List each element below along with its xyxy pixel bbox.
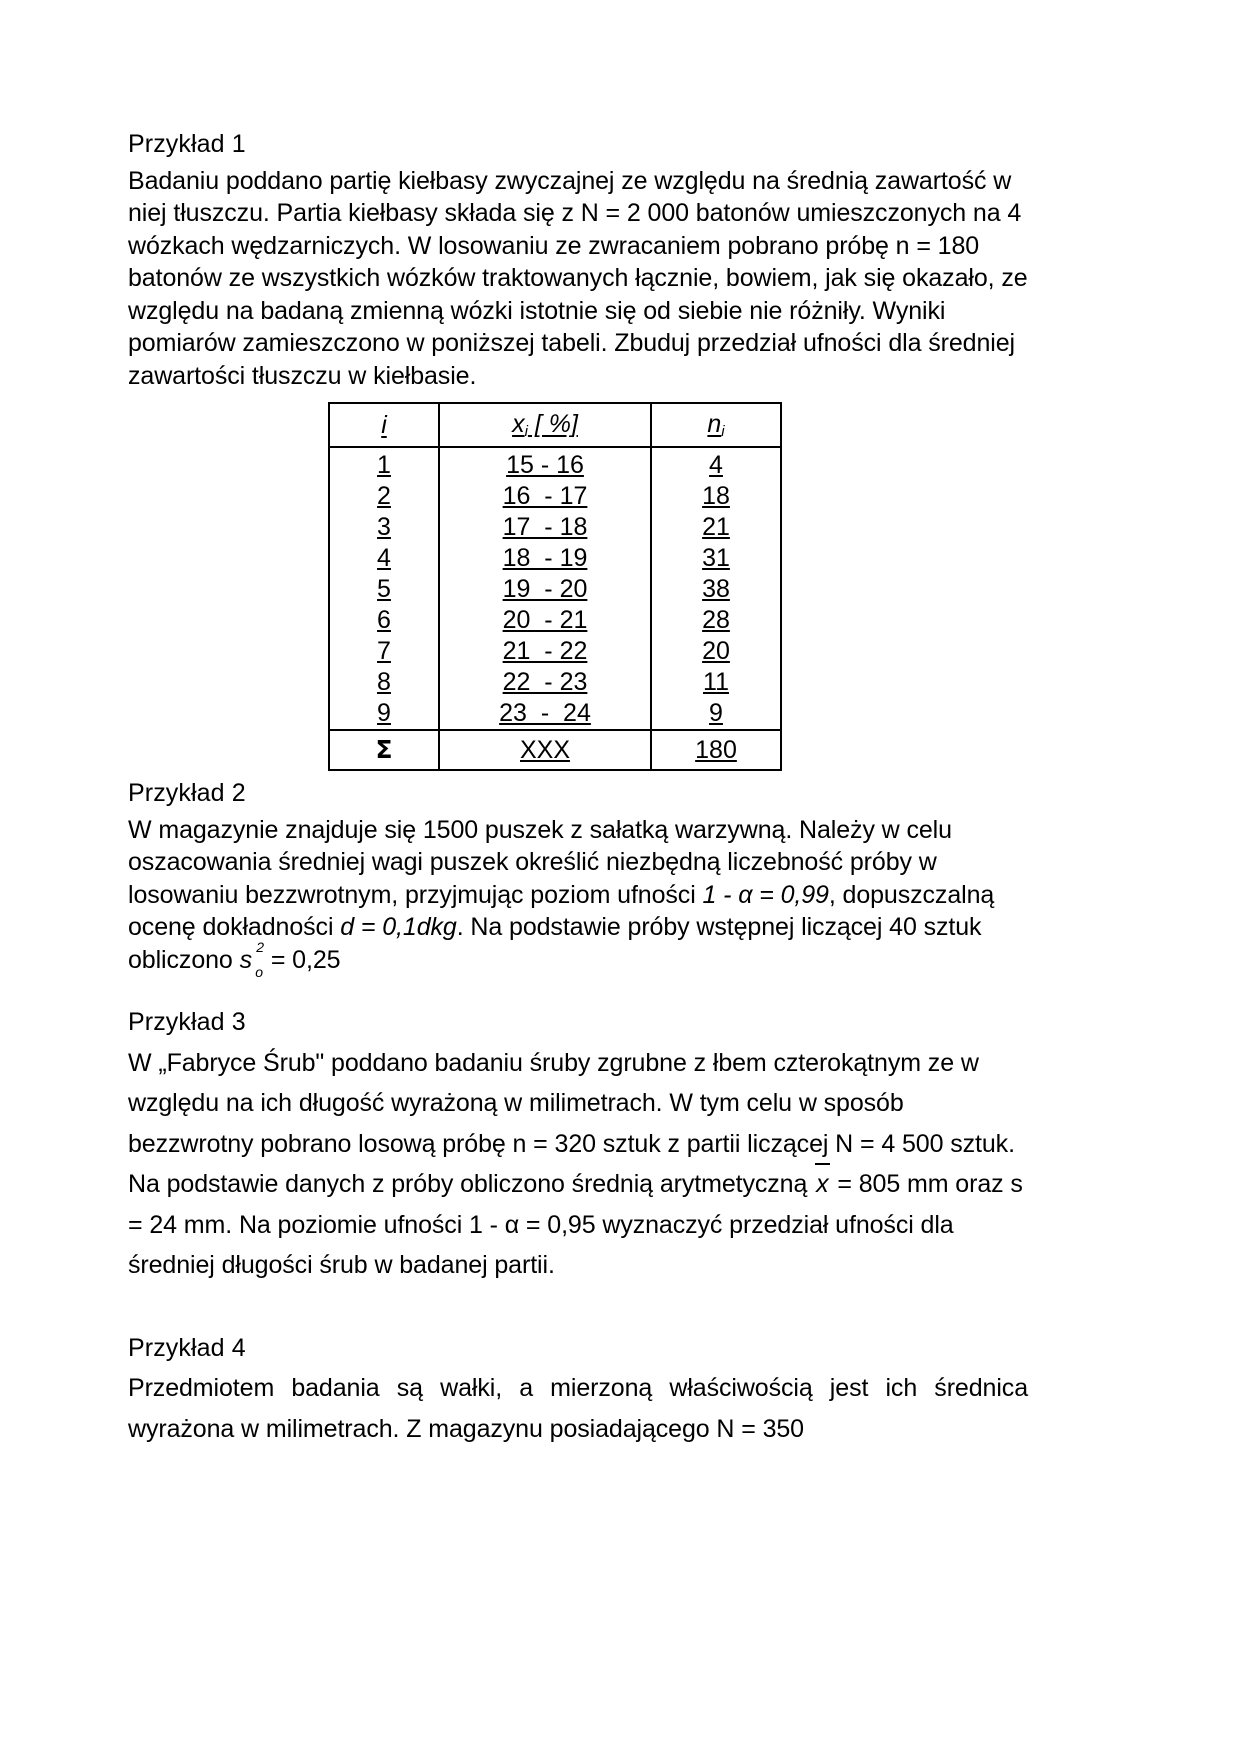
cell-count: 9 [651,698,781,730]
cell-index: 4 [329,543,439,574]
table-header-n: $n_i$ [651,403,781,447]
formula-s-squared-zero: s 2 o [239,938,264,980]
table-row [329,447,781,481]
section-body-1: Badaniu poddano partię kiełbasy zwyczajnej ze względu na średnią zawartość w niej tłuszczu. Partia kiełbasy składa się z N = 2 000 batonów umieszczonych na 4 wózkach wędzarniczych. W losowaniu ze zwracaniem pobrano próbę n = 180 batonów ze wszystkich wózków traktowanych łącznie, bowiem, jak się okazało, ze względu na badaną zmienną wózki istotnie się od siebie nie różniły. Wyniki pomiarów zamieszczono w poniższej tabeli. Zbuduj przedział ufności dla średniej zawartości tłuszczu w kiełbasie. [128,166,1028,390]
section-body-2 [128,814,1028,980]
cell-index: 3 [329,512,439,543]
total-count: 180 [651,730,781,770]
table-row [329,698,781,730]
cell-count: 31 [651,543,781,574]
table-row [329,667,781,698]
cell-count: 11 [651,667,781,698]
section-heading-4: Przykład 4 [128,1333,246,1362]
table-body [329,447,781,730]
cell-index: 1 [329,447,439,481]
document-content [128,128,1028,1449]
cell-interval: 20 - 21 [439,605,651,636]
formula-precision: d = 0,1dkg [340,913,457,941]
section-body-4: Przedmiotem badania są wałki, a mierzoną właściwością jest ich średnica wyrażona w milimetrach. Z magazynu posiadającego N = 350 [128,1374,1028,1443]
table-foot [329,730,781,770]
cell-count: 18 [651,481,781,512]
cell-index: 6 [329,605,439,636]
table-row [329,481,781,512]
formula-x-bar: x [814,1164,830,1205]
total-interval: XXX [439,730,651,770]
section-3-text-part1: W „Fabryce Śrub" poddano badaniu śruby zgrubne z łbem czterokątnym ze w względu na ich długość wyrażoną w milimetrach. W tym celu w sposób bezzwrotny pobrano losową próbę n = 320 sztuk z partii liczącej N = 4 500 sztuk. Na podstawie danych z próby obliczono średnią arytmetyczną [128,1048,1015,1198]
cell-count: 4 [651,447,781,481]
table-total-row [329,730,781,770]
cell-index: 7 [329,636,439,667]
section-body-3 [128,1043,1028,1286]
cell-index: 8 [329,667,439,698]
total-label: Σ [329,730,439,770]
cell-interval: 22 - 23 [439,667,651,698]
cell-index: 2 [329,481,439,512]
cell-index: 9 [329,698,439,730]
cell-count: 38 [651,574,781,605]
table-header-row [329,403,781,447]
section-heading-3: Przykład 3 [128,1008,246,1036]
section-3-text-part2: = 805 mm oraz s = 24 mm. Na poziomie ufności 1 - α = 0,95 wyznaczyć przedział ufności dla średniej długości śrub w badanej partii. [128,1170,1023,1279]
frequency-table [328,402,782,771]
table-row [329,605,781,636]
section-2-text-part3: . Na podstawie próby wstępnej liczącej 40 sztuk obliczono [128,913,982,974]
frequency-table-wrapper [328,402,780,771]
section-heading-1: Przykład 1 [128,130,246,158]
table-header-x: $x_i$ [ %] [439,403,651,447]
cell-interval: 15 - 16 [439,447,651,481]
cell-interval: 19 - 20 [439,574,651,605]
table-row [329,574,781,605]
table-row [329,636,781,667]
section-2-text-part1: W magazynie znajduje się 1500 puszek z sałatką warzywną. Należy w celu oszacowania średniej wagi puszek określić niezbędną liczebność próby w losowaniu bezzwrotnym, przyjmując poziom ufności [128,815,952,909]
cell-interval: 17 - 18 [439,512,651,543]
formula-s-squared-value: = 0,25 [263,945,341,974]
section-heading-2: Przykład 2 [128,779,246,807]
overline-bar [815,1163,829,1165]
formula-confidence-level: 1 - α = 0,99 [702,880,829,909]
cell-interval: 18 - 19 [439,543,651,574]
cell-count: 20 [651,636,781,667]
table-row [329,543,781,574]
cell-interval: 21 - 22 [439,636,651,667]
cell-interval: 23 - 24 [439,698,651,730]
table-header-i: i [329,403,439,447]
table-head [329,403,781,447]
cell-index: 5 [329,574,439,605]
cell-count: 21 [651,512,781,543]
table-row [329,512,781,543]
cell-count: 28 [651,605,781,636]
cell-interval: 16 - 17 [439,481,651,512]
section-2-text-part2: , dopuszczalną ocenę dokładności [128,880,995,941]
